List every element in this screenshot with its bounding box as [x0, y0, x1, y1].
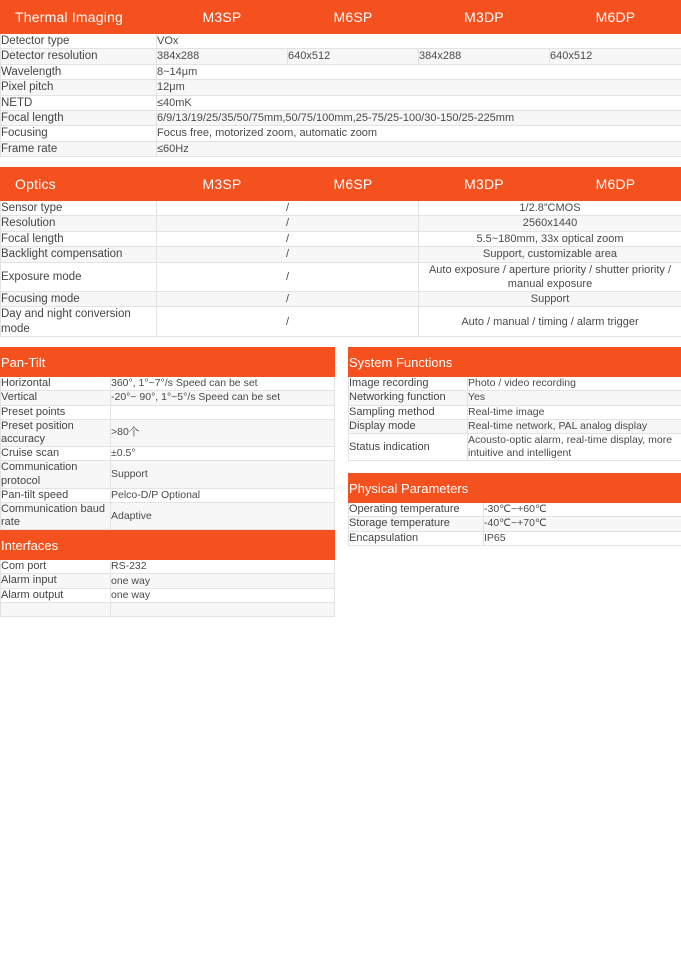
thermal-header-m6sp: M6SP: [288, 1, 419, 34]
row-value: -20°~ 90°, 1°~5°/s Speed can be set: [111, 391, 335, 405]
table-row: [1, 560, 335, 574]
table-row: [1, 292, 681, 307]
row-value: Adaptive: [111, 502, 335, 529]
row-value-sp: /: [157, 201, 419, 216]
row-label: Focusing mode: [1, 292, 157, 307]
table-row: [1, 247, 681, 262]
table-row: [1, 588, 335, 602]
row-label: Sampling method: [349, 405, 468, 419]
right-column: [348, 347, 681, 617]
table-header-row: [1, 531, 335, 560]
table-row: [1, 461, 335, 488]
row-value: RS-232: [111, 560, 335, 574]
row-label: NETD: [1, 95, 157, 110]
row-label: Frame rate: [1, 141, 157, 156]
row-label: Communication baud rate: [1, 502, 111, 529]
pan-tilt-header: Pan-Tilt: [1, 348, 335, 377]
optics-header-m3sp: M3SP: [157, 168, 288, 201]
row-label: Detector resolution: [1, 49, 157, 64]
lower-sections: [0, 347, 681, 617]
row-label-empty: [1, 602, 111, 616]
row-label: Focal length: [1, 231, 157, 246]
system-functions-table: [348, 347, 681, 461]
row-value: >80个: [111, 419, 335, 446]
thermal-imaging-section: [0, 0, 681, 157]
table-row: [349, 377, 681, 391]
optics-header-m3dp: M3DP: [419, 168, 550, 201]
row-value-sp: /: [157, 247, 419, 262]
row-value: Acousto-optic alarm, real-time display, more intuitive and intelligent: [468, 433, 681, 460]
table-row: [1, 80, 681, 95]
row-value-dp: Auto exposure / aperture priority / shutter priority / manual exposure: [419, 262, 681, 292]
table-row: [349, 503, 681, 517]
table-row: [1, 141, 681, 156]
physical-parameters-table: [348, 473, 681, 546]
row-label: Pixel pitch: [1, 80, 157, 95]
table-header-row: [1, 168, 681, 201]
table-row: [1, 574, 335, 588]
row-value: VOx: [157, 34, 681, 49]
row-label: Preset position accuracy: [1, 419, 111, 446]
table-row: [1, 126, 681, 141]
table-row: [1, 405, 335, 419]
table-row: [1, 201, 681, 216]
row-value-sp: /: [157, 262, 419, 292]
row-value: Pelco-D/P Optional: [111, 488, 335, 502]
row-value: Focus free, motorized zoom, automatic zoom: [157, 126, 681, 141]
row-label: Wavelength: [1, 64, 157, 79]
table-row: [1, 602, 335, 616]
thermal-header-m6dp: M6DP: [550, 1, 681, 34]
row-value-m3sp: 384x288: [157, 49, 288, 64]
interfaces-header: Interfaces: [1, 531, 335, 560]
row-value: [111, 405, 335, 419]
thermal-header-title: Thermal Imaging: [1, 1, 157, 34]
optics-header-m6dp: M6DP: [550, 168, 681, 201]
optics-header-title: Optics: [1, 168, 157, 201]
row-label: Sensor type: [1, 201, 157, 216]
row-value-dp: 1/2.8”CMOS: [419, 201, 681, 216]
row-value-empty: [111, 602, 335, 616]
physical-parameters-header: Physical Parameters: [349, 474, 681, 503]
table-row: [1, 419, 335, 446]
thermal-header-m3dp: M3DP: [419, 1, 550, 34]
row-value-dp: Auto / manual / timing / alarm trigger: [419, 307, 681, 337]
row-value-m3dp: 384x288: [419, 49, 550, 64]
interfaces-table: [0, 530, 335, 617]
thermal-imaging-table: [0, 0, 681, 157]
row-value-dp: 2560x1440: [419, 216, 681, 231]
row-label: Pan-tilt speed: [1, 488, 111, 502]
row-label: Operating temperature: [349, 503, 484, 517]
optics-section: [0, 167, 681, 337]
row-value: Yes: [468, 391, 681, 405]
row-value-sp: /: [157, 307, 419, 337]
table-header-row: [349, 348, 681, 377]
table-row: [1, 391, 335, 405]
row-value: -30℃~+60℃: [484, 503, 681, 517]
row-label: Horizontal: [1, 377, 111, 391]
table-row: [349, 531, 681, 545]
row-value-dp: Support, customizable area: [419, 247, 681, 262]
row-value: IP65: [484, 531, 681, 545]
row-label: Backlight compensation: [1, 247, 157, 262]
row-label: Networking function: [349, 391, 468, 405]
optics-table: [0, 167, 681, 337]
row-value: ≤40mK: [157, 95, 681, 110]
table-header-row: [1, 348, 335, 377]
row-value: ≤60Hz: [157, 141, 681, 156]
row-value-m6dp: 640x512: [550, 49, 681, 64]
row-label: Day and night conversion mode: [1, 307, 157, 337]
table-row: [1, 502, 335, 529]
table-row: [349, 419, 681, 433]
left-column: [0, 347, 334, 617]
row-label: Storage temperature: [349, 517, 484, 531]
row-value-sp: /: [157, 231, 419, 246]
row-value-sp: /: [157, 292, 419, 307]
table-row: [349, 433, 681, 460]
thermal-header-m3sp: M3SP: [157, 1, 288, 34]
table-row: [1, 488, 335, 502]
row-value-dp: 5.5~180mm, 33x optical zoom: [419, 231, 681, 246]
row-value-sp: /: [157, 216, 419, 231]
table-row: [349, 391, 681, 405]
table-row: [1, 110, 681, 125]
row-label: Image recording: [349, 377, 468, 391]
row-label: Com port: [1, 560, 111, 574]
row-label: Alarm output: [1, 588, 111, 602]
row-value: -40℃~+70℃: [484, 517, 681, 531]
row-label: Cruise scan: [1, 447, 111, 461]
table-row: [1, 377, 335, 391]
table-row: [1, 64, 681, 79]
table-row: [349, 405, 681, 419]
table-row: [1, 231, 681, 246]
row-value: 360°, 1°~7°/s Speed can be set: [111, 377, 335, 391]
row-value-m6sp: 640x512: [288, 49, 419, 64]
row-label: Vertical: [1, 391, 111, 405]
row-label: Status indication: [349, 433, 468, 460]
row-value: 8~14μm: [157, 64, 681, 79]
row-label: Alarm input: [1, 574, 111, 588]
table-row: [1, 447, 335, 461]
row-value: Real-time image: [468, 405, 681, 419]
row-value: one way: [111, 574, 335, 588]
row-value: Real-time network, PAL analog display: [468, 419, 681, 433]
table-row: [1, 34, 681, 49]
table-row: [1, 49, 681, 64]
row-label: Detector type: [1, 34, 157, 49]
row-label: Focal length: [1, 110, 157, 125]
row-value: 6/9/13/19/25/35/50/75mm,50/75/100mm,25-75/25-100/30-150/25-225mm: [157, 110, 681, 125]
row-value: one way: [111, 588, 335, 602]
table-row: [1, 262, 681, 292]
table-header-row: [349, 474, 681, 503]
row-label: Focusing: [1, 126, 157, 141]
row-label: Exposure mode: [1, 262, 157, 292]
row-label: Encapsulation: [349, 531, 484, 545]
row-label: Resolution: [1, 216, 157, 231]
row-value: ±0.5°: [111, 447, 335, 461]
table-row: [1, 307, 681, 337]
table-row: [1, 216, 681, 231]
row-value: Support: [111, 461, 335, 488]
pan-tilt-table: [0, 347, 335, 530]
row-value: Photo / video recording: [468, 377, 681, 391]
table-header-row: [1, 1, 681, 34]
row-label: Communication protocol: [1, 461, 111, 488]
row-value-dp: Support: [419, 292, 681, 307]
optics-header-m6sp: M6SP: [288, 168, 419, 201]
system-functions-header: System Functions: [349, 348, 681, 377]
row-label: Preset points: [1, 405, 111, 419]
row-value: 12μm: [157, 80, 681, 95]
table-row: [349, 517, 681, 531]
row-label: Display mode: [349, 419, 468, 433]
table-row: [1, 95, 681, 110]
